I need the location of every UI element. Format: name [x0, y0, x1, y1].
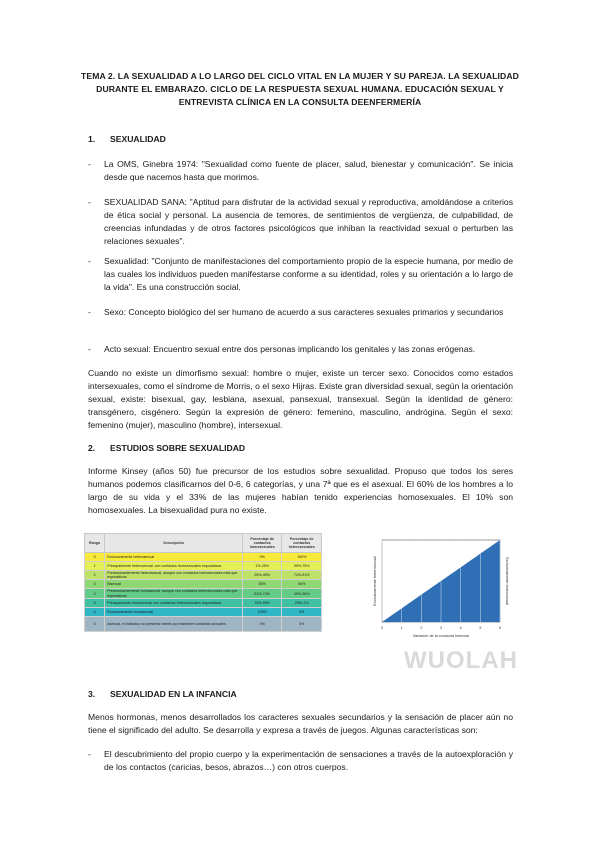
header-heterosexual: Porcentaje de contactos heterosexuales	[282, 534, 322, 553]
x-tick-label: 1	[400, 626, 403, 630]
table-row	[85, 553, 322, 562]
table-row	[85, 580, 322, 589]
list-item	[88, 196, 513, 248]
cell-homosexual: 51%-74%	[243, 589, 282, 598]
section-1-heading	[88, 134, 166, 144]
y-axis-label-left: Exclusivamente heterosexual	[373, 556, 377, 606]
cell-description: Predominantemente homosexual, aunque con contactos heterosexuales más que esporádicos	[105, 589, 243, 598]
cell-rank: 5	[85, 598, 105, 607]
section-title: ESTUDIOS SOBRE SEXUALIDAD	[110, 443, 246, 453]
bullet-text: Sexo: Concepto biológico del ser humano de acuerdo a sus caracteres sexuales primarios y secundarios	[104, 307, 504, 317]
cell-homosexual: 1%-25%	[243, 562, 282, 571]
table-row	[85, 598, 322, 607]
cell-heterosexual: 100%	[282, 553, 322, 562]
bullet-dash: -	[88, 197, 91, 207]
table-row	[85, 562, 322, 571]
bullet-text: El descubrimiento del propio cuerpo y la experimentación de sensaciones a través de la autoexploración y de los contactos (caricias, besos, abrazos…) con otros cuerpos.	[104, 749, 513, 772]
cell-description: Exclusivamente heterosexual	[105, 553, 243, 562]
x-axis-label: Variación de la conducta bisexual	[412, 634, 470, 638]
cell-heterosexual: 49%-26%	[282, 589, 322, 598]
table-row	[85, 616, 322, 631]
watermark-logo: WUOLAH	[404, 647, 518, 674]
x-tick-label: 4	[459, 626, 462, 630]
kinsey-table	[84, 533, 322, 632]
bullet-text: SEXUALIDAD SANA: "Aptitud para disfrutar de la actividad sexual y reproductiva, amoldándose a criterios de ética social y personal. La ausencia de temores, de sentimientos de vergüenza, de culpabilidad, de creencias infundadas y de otros factores psicológicos que inhiban la reactividad sexual o perturben las relaciones sexuales".	[104, 197, 513, 246]
cell-rank: 0	[85, 553, 105, 562]
cell-homosexual: 100%	[243, 607, 282, 616]
bullet-dash: -	[88, 344, 91, 354]
y-axis-label-right: Exclusivamente homosexual	[505, 556, 509, 606]
cell-heterosexual: 0%	[282, 616, 322, 631]
header-rank: Rango	[85, 534, 105, 553]
cell-description: Principalmente homosexual, con contactos heterosexuales esporádicos	[105, 598, 243, 607]
list-item	[88, 343, 513, 356]
cell-description: Principalmente heterosexual, con contactos homosexuales esporádicos	[105, 562, 243, 571]
cell-heterosexual: 50%	[282, 580, 322, 589]
cell-heterosexual: 99%-75%	[282, 562, 322, 571]
cell-rank: 1	[85, 562, 105, 571]
list-item	[88, 158, 513, 184]
cell-heterosexual: 74%-51%	[282, 571, 322, 580]
cell-homosexual: 0%	[243, 553, 282, 562]
document-title: TEMA 2. LA SEXUALIDAD A LO LARGO DEL CICLO VITAL EN LA MUJER Y SU PAREJA. LA SEXUALIDAD DURANTE EL EMBARAZO. CICLO DE LA RESPUESTA SEXUAL HUMANA. EDUCACIÓN SEXUAL Y ENTREVISTA CLÍNICA EN LA CONSULTA DEENFERMERÍA	[81, 71, 519, 107]
bullet-text: Sexualidad: "Conjunto de manifestaciones del comportamiento propio de la especie humana, por medio de las cuales los individuos pueden manifestarse conforme a su identidad, roles y su orientación a lo largo de la vida". Es una construcción social.	[104, 256, 513, 292]
kinsey-paragraph: Informe Kinsey (años 50) fue precursor de los estudios sobre sexualidad. Propuso que todos los seres humanos podemos clasificarnos del 0-6, 6 categorías, y una 7ª que es el asexual. El 60% de los hombres a lo largo de su vida y el 33% de las mujeres habían tenido experiencias homosexuales. El 10% son homosexuales. La bisexualidad pura no existe.	[88, 466, 513, 515]
list-item	[88, 255, 513, 294]
x-tick-label: 2	[420, 626, 423, 630]
cell-rank: 3	[85, 580, 105, 589]
bullet-text: La OMS, Ginebra 1974: "Sexualidad como fuente de placer, salud, bienestar y comunicación". Se inicia desde que nacemos hasta que morimos.	[104, 159, 513, 182]
table-row	[85, 589, 322, 598]
list-item	[88, 306, 513, 319]
cell-homosexual: 75%-99%	[243, 598, 282, 607]
intersex-paragraph: Cuando no existe un dimorfismo sexual: hombre o mujer, existe un tercer sexo. Conocidos como estados intersexuales, como el síndrome de Morris, o el sexo Hijras. Existe gran diversidad sexual, según la orientación sexual, existe: bisexual, gay, lesbiana, asexual, pansexual, transexual. Según la identidad de género: transgénero, cisgénero. Según la expresión de género: femenino, masculino, andrógina. Según el sexo: femenino (mujer), masculino (hombre), intersexual.	[88, 368, 513, 430]
cell-rank: 4	[85, 589, 105, 598]
section-2-heading	[88, 443, 245, 453]
section-3-heading	[88, 689, 237, 699]
cell-description: Bisexual	[105, 580, 243, 589]
cell-heterosexual: 25%-1%	[282, 598, 322, 607]
header-description: Descripción	[105, 534, 243, 553]
bullet-text: Acto sexual: Encuentro sexual entre dos personas implicando los genitales y las zonas erógenas.	[104, 344, 476, 354]
cell-description: Predominantemente heterosexual, aunque con contactos homosexuales más que esporádicos	[105, 571, 243, 580]
cell-heterosexual: 0%	[282, 607, 322, 616]
x-tick-label: 6	[499, 626, 501, 630]
table-row	[85, 607, 322, 616]
cell-rank: X	[85, 616, 105, 631]
header-homosexual: Porcentaje de contactos homosexuales	[243, 534, 282, 553]
cell-description: Asexual, el individuo no presenta interés por mantener contactos sexuales	[105, 616, 243, 631]
cell-homosexual: 26%-49%	[243, 571, 282, 580]
list-item	[88, 748, 513, 774]
kinsey-scale-chart	[350, 530, 520, 650]
section-title: SEXUALIDAD EN LA INFANCIA	[110, 689, 237, 699]
bullet-dash: -	[88, 159, 91, 169]
section-number: 1.	[88, 134, 96, 144]
infancy-paragraph: Menos hormonas, menos desarrollados los caracteres sexuales secundarios y la sensación de placer aún no tiene el significado del adulto. Se desarrolla y expresa a través de juegos. Algunas características son:	[88, 712, 513, 735]
x-tick-label: 3	[440, 626, 442, 630]
cell-homosexual: 50%	[243, 580, 282, 589]
section-title: SEXUALIDAD	[110, 134, 166, 144]
table-row	[85, 571, 322, 580]
cell-rank: 6	[85, 607, 105, 616]
bullet-dash: -	[88, 256, 91, 266]
bullet-dash: -	[88, 749, 91, 759]
section-number: 3.	[88, 689, 96, 699]
section-number: 2.	[88, 443, 96, 453]
cell-rank: 2	[85, 571, 105, 580]
cell-homosexual: 0%	[243, 616, 282, 631]
cell-description: Exclusivamente homosexual	[105, 607, 243, 616]
bullet-dash: -	[88, 307, 91, 317]
table-header-row	[85, 534, 322, 553]
x-tick-label: 0	[381, 626, 383, 630]
x-tick-label: 5	[479, 626, 482, 630]
